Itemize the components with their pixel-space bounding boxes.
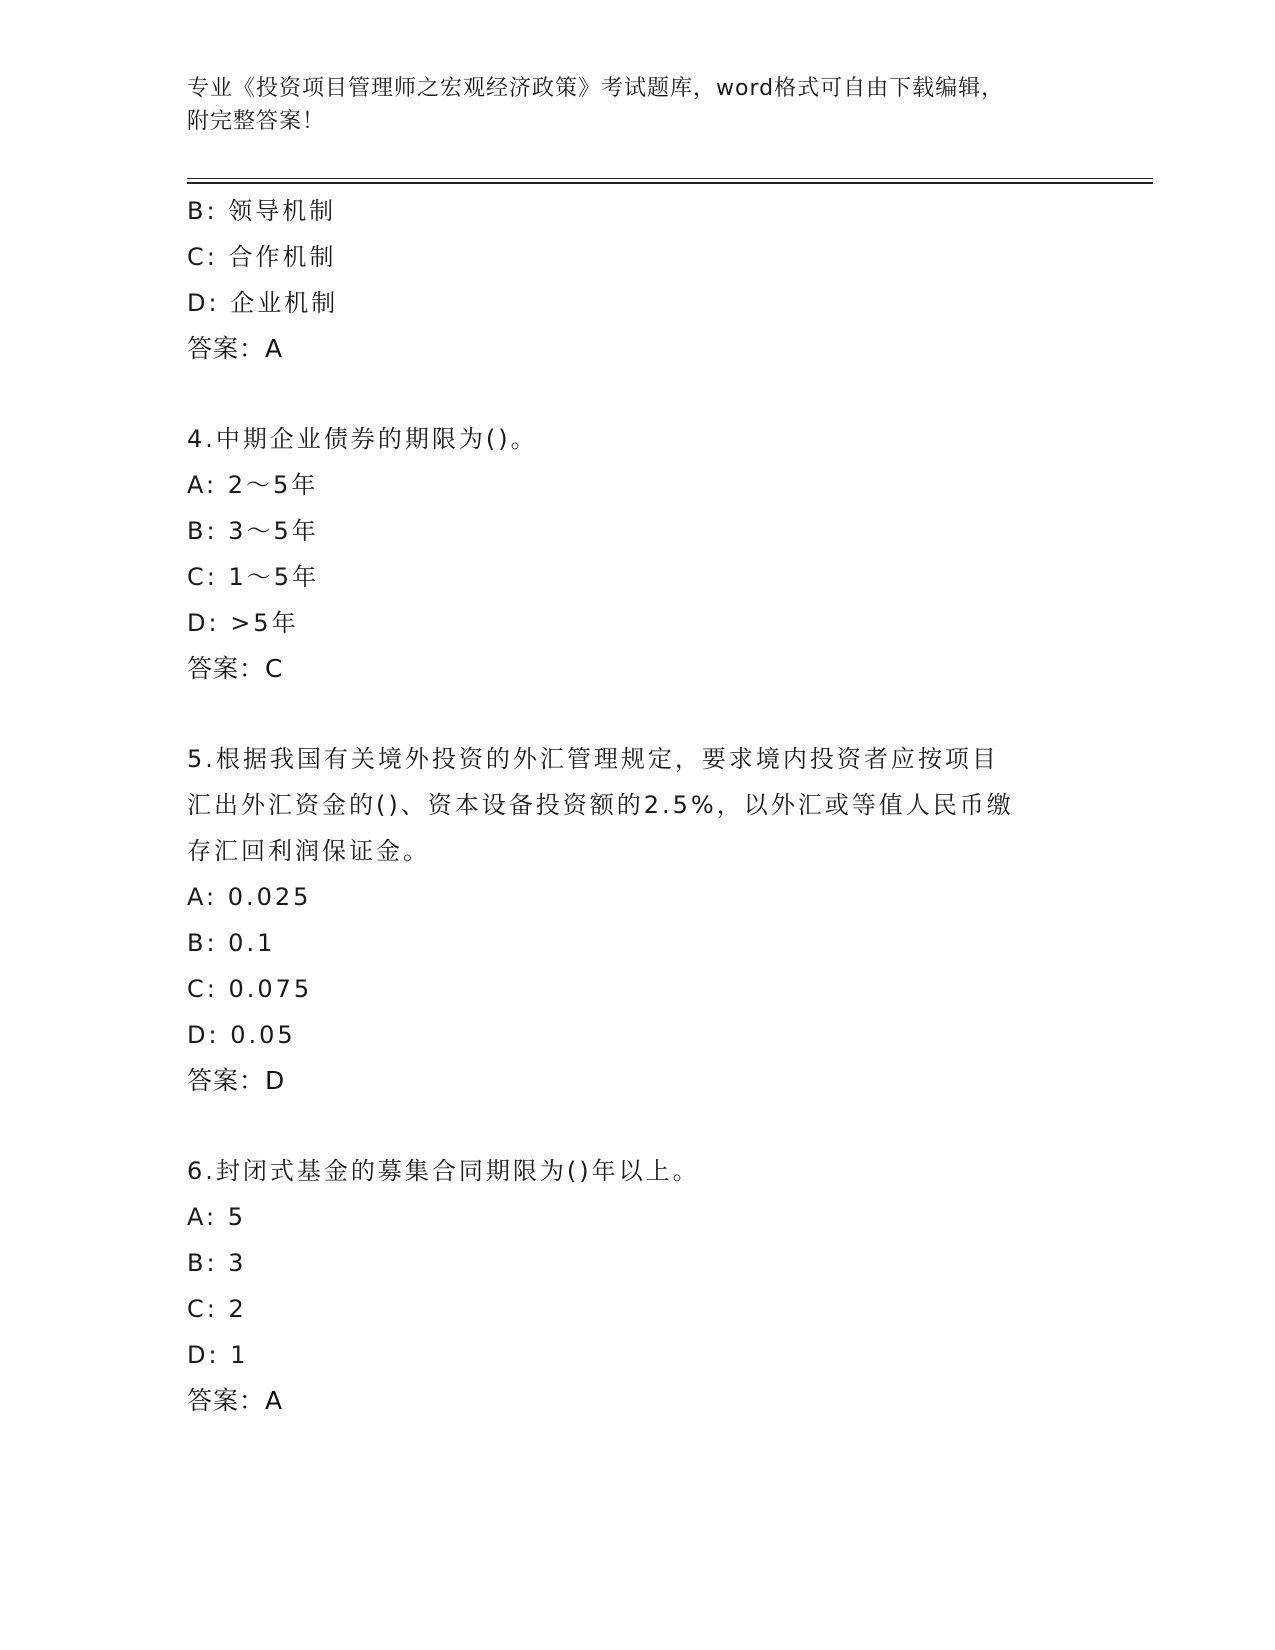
- question-text-line-2: 汇出外汇资金的()、资本设备投资额的2.5%，以外汇或等值人民币缴: [187, 791, 1014, 819]
- header-rule-top: [187, 178, 1153, 179]
- document-header: [187, 72, 1067, 138]
- answer-label: 答案：A: [187, 1386, 284, 1415]
- option-d: D: 1: [187, 1341, 249, 1369]
- answer-label: 答案：D: [187, 1066, 286, 1095]
- option-b: B: 3～5年: [187, 517, 319, 545]
- option-b: B: 3: [187, 1249, 247, 1277]
- option-d: D: 企业机制: [187, 289, 339, 317]
- question-block-4: [187, 416, 1087, 692]
- answer-label: 答案：C: [187, 654, 284, 683]
- option-a: A: 0.025: [187, 883, 312, 911]
- option-c: C: 合作机制: [187, 243, 337, 271]
- header-line-2: 附完整答案！: [187, 109, 326, 134]
- header-line-1: 专业《投资项目管理师之宏观经济政策》考试题库，word格式可自由下载编辑，: [187, 76, 1005, 101]
- question-block-3: [187, 188, 1087, 372]
- option-c: C: 0.075: [187, 975, 313, 1003]
- option-a: A: 5: [187, 1203, 246, 1231]
- option-c: C: 1～5年: [187, 563, 320, 591]
- question-block-5: [187, 736, 1087, 1104]
- option-a: A: 2～5年: [187, 471, 319, 499]
- option-b: B: 领导机制: [187, 197, 337, 225]
- option-c: C: 2: [187, 1295, 247, 1323]
- question-list: [187, 188, 1087, 1424]
- option-d: D: >5年: [187, 609, 299, 637]
- question-block-6: [187, 1148, 1087, 1424]
- answer-label: 答案：A: [187, 334, 284, 363]
- question-text: 4.中期企业债券的期限为()。: [187, 425, 538, 453]
- question-text-line-3: 存汇回利润保证金。: [187, 837, 430, 865]
- header-rule-bottom: [187, 182, 1153, 184]
- option-d: D: 0.05: [187, 1021, 296, 1049]
- question-text: 6.封闭式基金的募集合同期限为()年以上。: [187, 1157, 700, 1185]
- question-text-line-1: 5.根据我国有关境外投资的外汇管理规定，要求境内投资者应按项目: [187, 745, 999, 773]
- option-b: B: 0.1: [187, 929, 276, 957]
